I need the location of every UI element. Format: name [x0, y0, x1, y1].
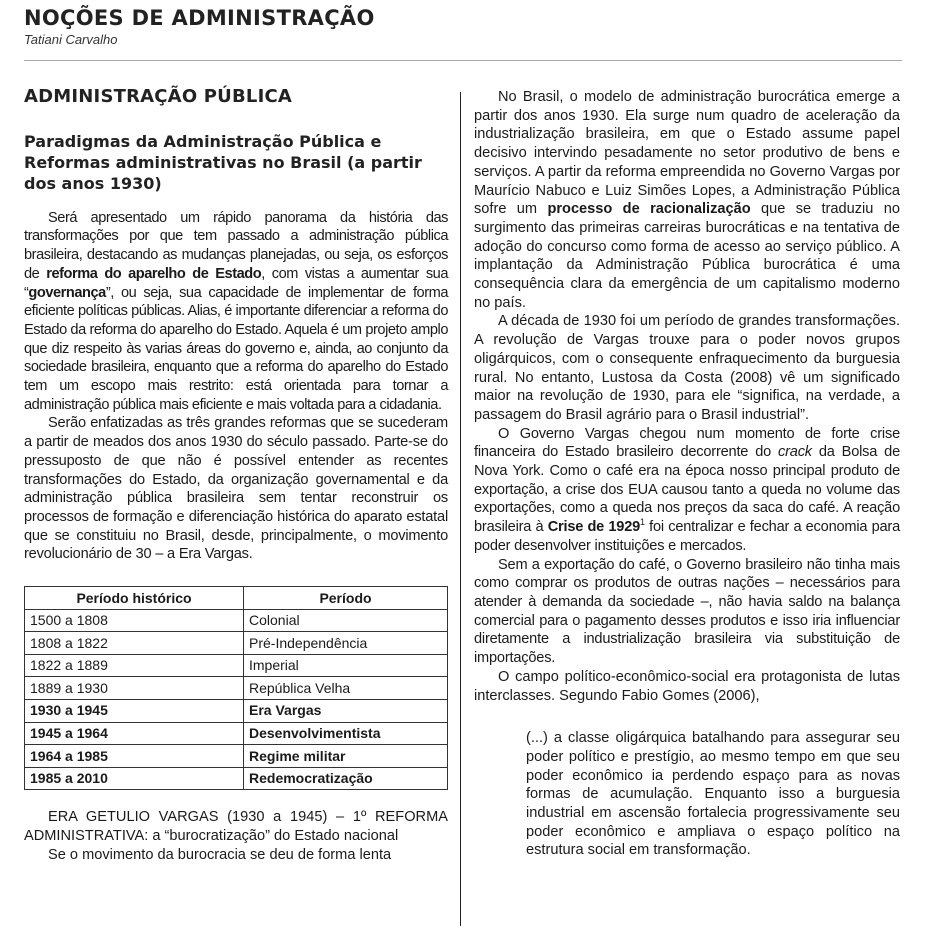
- table-cell: Imperial: [244, 654, 448, 677]
- text-run: O Governo Vargas chegou num momento de forte crise financeira do Estado brasileiro decorrente do: [474, 425, 900, 461]
- table-header: Período histórico: [25, 587, 244, 610]
- table-row: [25, 609, 448, 632]
- text-run: No Brasil, o modelo de administração burocrática emerge a partir dos anos 1930. Ela surge num quadro de aceleração da industrialização brasileira, em que o Estado assume papel decisivo intervindo pesadamente no setor produtivo de bens e serviços. A partir da reforma empreendida no Governo Vargas por Maurício Nabuco e Luiz Simões Lopes, a Administração Pública sofre um: [474, 89, 900, 218]
- page-header: [24, 6, 904, 47]
- header-author: Tatiani Carvalho: [24, 32, 118, 47]
- table-cell: 1808 a 1822: [25, 632, 244, 655]
- right-paragraph-1: [474, 88, 900, 312]
- left-paragraph-4: Se o movimento da burocracia se deu de forma lenta: [48, 846, 392, 863]
- text-run: da Bolsa de Nova York. Como o café era na época nosso principal produto de exportação, a crise dos EUA causou tanto a queda no volume das exportações, como a queda nos preços da saca do café. A reação brasileira à: [474, 444, 900, 536]
- text-run: foi centralizar e fechar a economia para poder desenvolver instituições e mercados.: [474, 519, 900, 554]
- text-run: , com vistas a aumentar sua “: [24, 265, 449, 301]
- table-cell: Colonial: [244, 609, 448, 632]
- emphasis-text: Crise de 1929: [547, 519, 641, 536]
- table-row: [25, 745, 448, 768]
- table-cell: 1930 a 1945: [25, 700, 244, 723]
- emphasis-text: governança: [28, 284, 106, 301]
- table-cell: 1945 a 1964: [25, 722, 244, 745]
- text-run: ”, ou seja, sua capacidade de implementar de forma eficiente políticas públicas. Alias, é importante diferenciar a reforma do Estado da reforma do aparelho do Estado. Aquela é um projeto amplo que diz respeito às varias áreas do governo e, ainda, ao conjunto da sociedade brasileira, enquanto que a reforma do aparelho do Estado tem um escopo mais restrito: está orientada para tornar a administração pública mais eficiente e mais voltada para a cidadania.: [24, 284, 448, 413]
- text-run: que se traduziu no surgimento das primeiras carreiras burocráticas e na tentativa de adoção do concurso como forma de acesso ao serviço público. A implantação da Administração Pública burocrática é uma consequência clara da emergência de um capitalismo moderno no país.: [474, 201, 900, 311]
- table-row: [25, 700, 448, 723]
- left-paragraph-2: Serão enfatizadas as três grandes reformas que se sucederam a partir de meados dos anos 1930 do século passado. Parte-se do pressuposto de que não é possível entender as recentes transformações do Estado, da organização governamental e da administração pública brasileira sem tentar reconstruir os processos de formação e diferenciação histórica do aparato estatal que se constituiu no Brasil, desde, principalmente, o movimento revolucionário de 30 – a Era Vargas.: [24, 415, 448, 563]
- table-cell: 1964 a 1985: [25, 745, 244, 768]
- table-cell: Pré-Independência: [244, 632, 448, 655]
- block-quote: [526, 729, 900, 860]
- left-paragraph-3: ERA GETULIO VARGAS (1930 a 1945) – 1º REFORMA ADMINISTRATIVA: a “burocratização” do Estado nacional: [24, 809, 448, 845]
- header-title: NOÇÕES DE ADMINISTRAÇÃO: [24, 6, 375, 30]
- quote-text: (...) a classe oligárquica batalhando para assegurar seu poder político e prestígio, ao mesmo tempo em que seu poder econômico ia perdendo espaço para as novas formas de acumulação. Enquanto isso a burguesia industrial em ascensão fortalecia progressivamente seu poder econômico e ampliava o espaço político na estrutura social em transformação.: [526, 730, 900, 859]
- table-header-row: [25, 587, 448, 610]
- table-row: [25, 767, 448, 790]
- table-cell: Desenvolvimentista: [244, 722, 448, 745]
- table-cell: 1822 a 1889: [25, 654, 244, 677]
- table-cell: Era Vargas: [244, 700, 448, 723]
- text-run: Será apresentado um rápido panorama da história das transformações por que tem passado a administração pública brasileira, destacando as mudanças planejadas, ou seja, os esforços de: [24, 209, 448, 282]
- table-cell: 1889 a 1930: [25, 677, 244, 700]
- emphasis-text: reforma do aparelho de Estado: [46, 265, 262, 282]
- table-cell: República Velha: [244, 677, 448, 700]
- footnote-marker: 1: [640, 517, 645, 528]
- right-column: [474, 88, 900, 860]
- section-title: ADMINISTRAÇÃO PÚBLICA: [24, 86, 293, 107]
- left-column: [24, 88, 448, 865]
- left-paragraph-1: [24, 209, 448, 415]
- table-row: [25, 722, 448, 745]
- right-paragraph-4: Sem a exportação do café, o Governo brasileiro não tinha mais como comprar os produtos de outras nações – necessários para atender à demanda da sociedade –, não havia saldo na balança comercial para o pagamento desses produtos e isso iria influenciar diretamente a industrialização brasileira via substituição de importações.: [474, 556, 900, 667]
- table-cell: Regime militar: [244, 745, 448, 768]
- emphasis-text: processo de racionalização: [547, 201, 751, 218]
- right-paragraph-5: O campo político-econômico-social era protagonista de lutas interclasses. Segundo Fabio Gomes (2006),: [474, 668, 900, 704]
- table-header: Período: [244, 587, 448, 610]
- table-row: [25, 677, 448, 700]
- periods-table: [24, 586, 448, 790]
- header-rule: [24, 60, 902, 61]
- right-paragraph-3: [474, 425, 900, 556]
- table-row: [25, 654, 448, 677]
- right-paragraph-2: A década de 1930 foi um período de grandes transformações. A revolução de Vargas trouxe para o poder novos grupos oligárquicos, com o consequente enfraquecimento da burguesia rural. No entanto, Lustosa da Costa (2008) vê um significado maior na revolução de 1930, para ele “significa, na verdade, a passagem do Brasil agrário para o Brasil industrial”.: [474, 313, 900, 423]
- italic-text: crack: [778, 444, 812, 461]
- table-cell: Redemocratização: [244, 767, 448, 790]
- column-divider: [460, 92, 461, 926]
- table-cell: 1500 a 1808: [25, 609, 244, 632]
- subsection-title: Paradigmas da Administração Pública e Reformas administrativas no Brasil (a partir dos anos 1930): [24, 131, 422, 193]
- table-row: [25, 632, 448, 655]
- table-cell: 1985 a 2010: [25, 767, 244, 790]
